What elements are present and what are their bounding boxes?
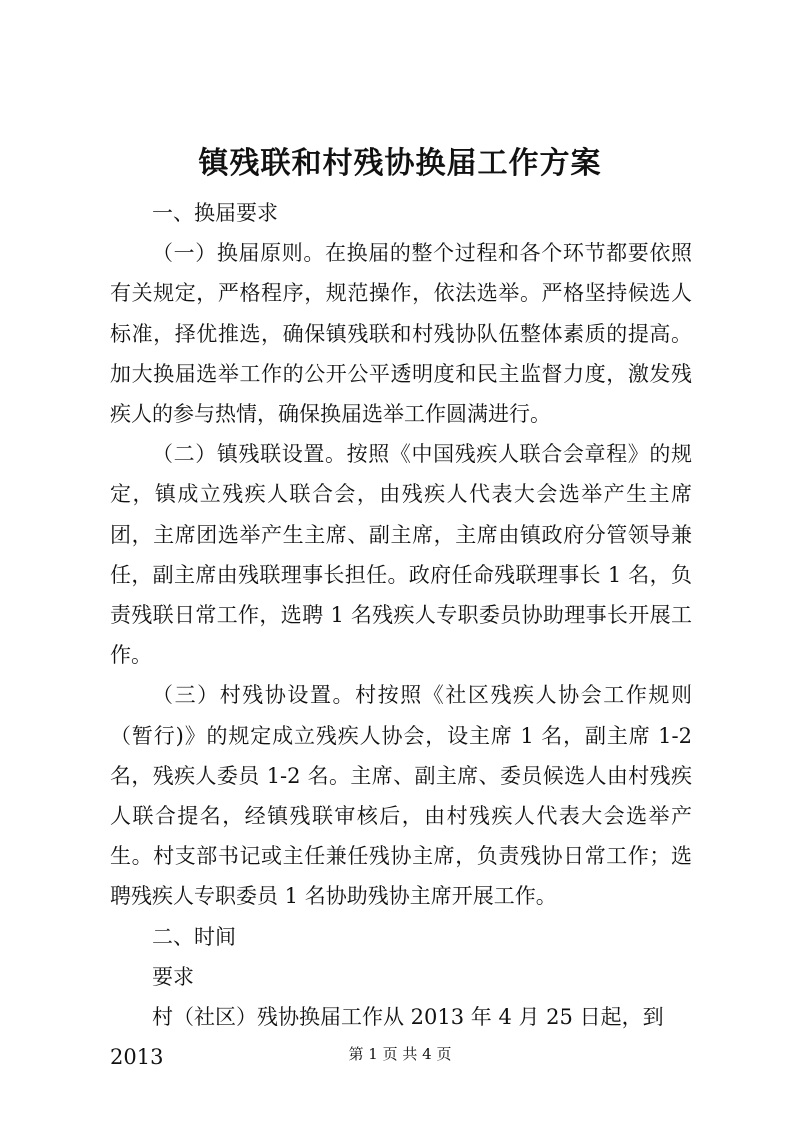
paragraph-requirement-label: 要求 [152,964,194,989]
paragraph-principles: （一）换届原则。在换届的整个过程和各个环节都要依照有关规定，严格程序，规范操作，依法选举。严格坚持候选人标准，择优推选，确保镇残联和村残协队伍整体素质的提高。加大换届选举工作的公开公平透明度和民主监督力度，激发残疾人的参与热情，确保换届选举工作圆满进行。 [110,241,692,427]
section-heading-requirements: 一、换届要求 [152,201,278,225]
page-footer: 第 1 页 共 4 页 [348,1045,452,1063]
paragraph-town-federation: （二）镇残联设置。按照《中国残疾人联合会章程》的规定，镇成立残疾人联合会，由残疾人代表大会选举产生主席团，主席团选举产生主席、副主席，主席由镇政府分管领导兼任，副主席由残联理事长担任。政府任命残联理事长 1 名，负责残联日常工作，选聘 1 名残疾人专职委员协助理事长开展工作。 [110,442,692,668]
paragraph-schedule: 村（社区）残协换届工作从 2013 年 4 月 25 日起，到 2013 [110,1005,664,1070]
section-heading-time: 二、时间 [152,924,236,949]
paragraph-village-association: （三）村残协设置。村按照《社区残疾人协会工作规则（暂行)》的规定成立残疾人协会，设主席 1 名，副主席 1-2 名，残疾人委员 1-2 名。主席、副主席、委员候选人由村残疾人联合提名，经镇残联审核后，由村残疾人代表大会选举产生。村支部书记或主任兼任残协主席，负责残协日常工作；选聘残疾人专职委员 1 名协助残协主席开展工作。 [110,683,692,909]
document-body [110,193,692,1077]
document-title: 镇残联和村残协换届工作方案 [198,146,602,181]
